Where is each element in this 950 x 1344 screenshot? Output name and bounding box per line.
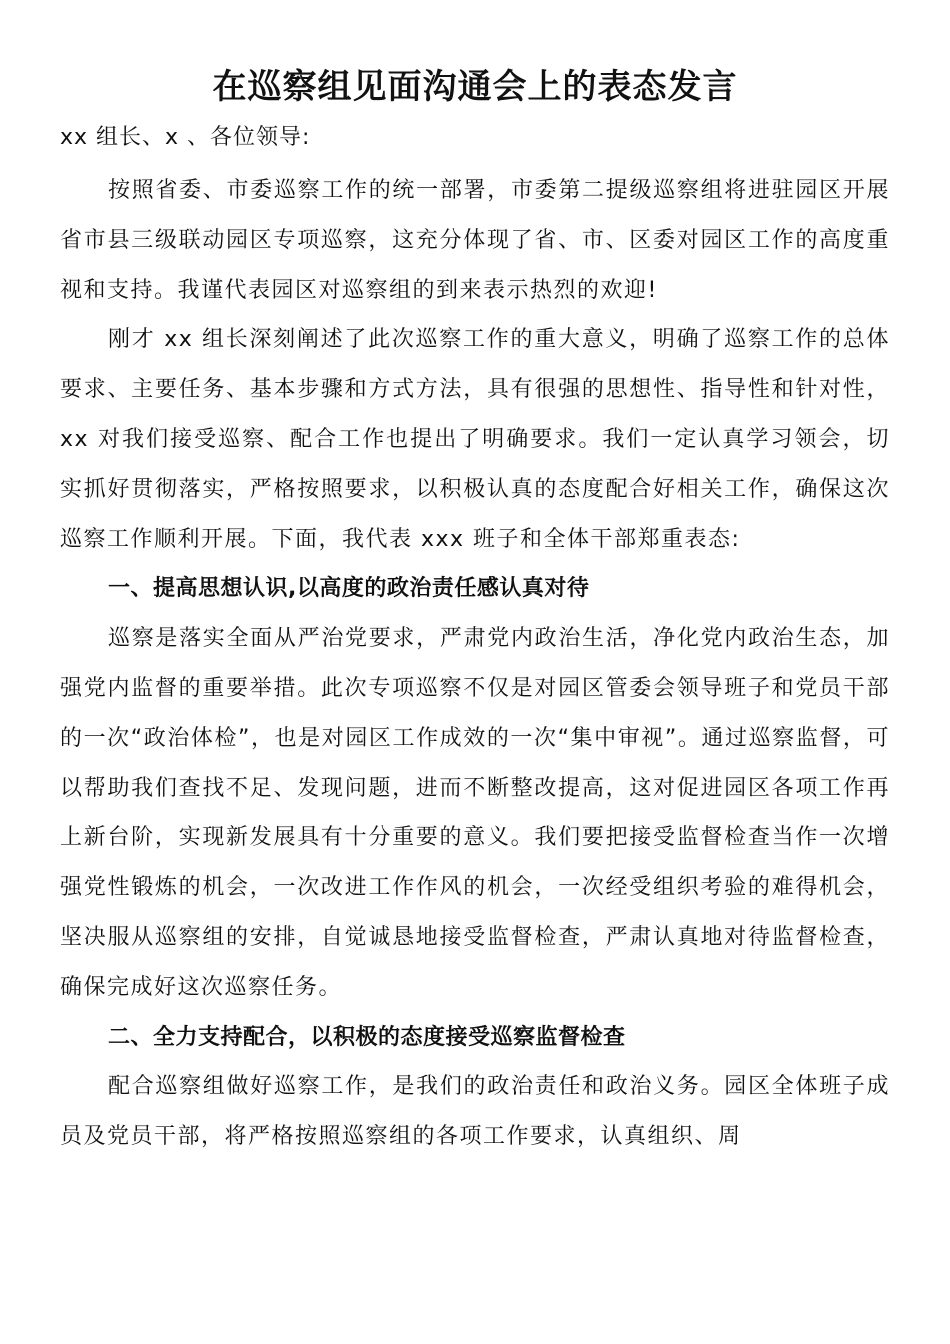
response-paragraph: 刚才 xx 组长深刻阐述了此次巡察工作的重大意义，明确了巡察工作的总体要求、主要任务、基本步骤和方式方法，具有很强的思想性、指导性和针对性，xx 对我们接受巡察、配合工作也提出了明确要求。我们一定认真学习领会，切实抓好贯彻落实，严格按照要求，以积极认真的态度配合好相关工作，确保这次巡察工作顺利开展。下面，我代表 xxx 班子和全体干部郑重表态:	[60, 327, 890, 552]
document-title: 在巡察组见面沟通会上的表态发言	[212, 67, 738, 107]
section-heading: 一、提高思想认识,以高度的政治责任感认真对待	[108, 576, 590, 602]
intro-paragraph: 按照省委、市委巡察工作的统一部署，市委第二提级巡察组将进驻园区开展省市县三级联动园区专项巡察，这充分体现了省、市、区委对园区工作的高度重视和支持。我谨代表园区对巡察组的到来表示热烈的欢迎!	[60, 178, 890, 303]
section-paragraph: 巡察是落实全面从严治党要求，严肃党内政治生活，净化党内政治生态，加强党内监督的重要举措。此次专项巡察不仅是对园区管委会领导班子和党员干部的一次“政治体检”，也是对园区工作成效的一次“集中审视”。通过巡察监督，可以帮助我们查找不足、发现问题，进而不断整改提高，这对促进园区各项工作再上新台阶，实现新发展具有十分重要的意义。我们要把接受监督检查当作一次增强党性锻炼的机会，一次改进工作作风的机会，一次经受组织考验的难得机会，坚决服从巡察组的安排，自觉诚恳地接受监督检查，严肃认真地对待监督检查，确保完成好这次巡察任务。	[60, 626, 890, 1000]
section-paragraph: 配合巡察组做好巡察工作，是我们的政治责任和政治义务。园区全体班子成员及党员干部，将严格按照巡察组的各项工作要求，认真组织、周	[60, 1074, 890, 1150]
document-body	[60, 166, 890, 1162]
salutation: xx 组长、x 、各位领导:	[60, 125, 311, 150]
section-heading: 二、全力支持配合，以积极的态度接受巡察监督检查	[108, 1024, 626, 1050]
